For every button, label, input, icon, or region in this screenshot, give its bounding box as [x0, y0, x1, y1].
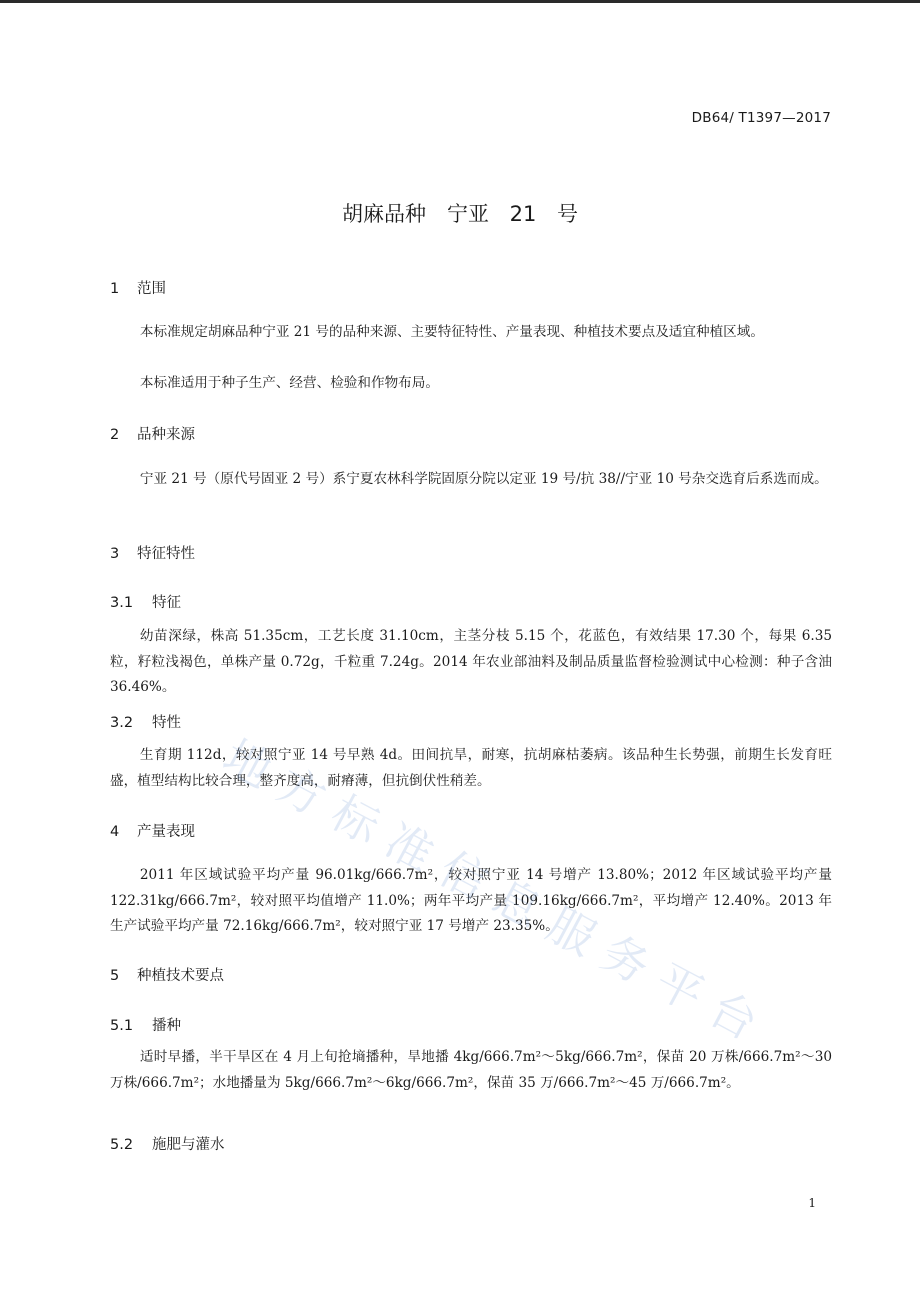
section-number: 3.2 [110, 715, 134, 731]
section-title: 范围 [137, 281, 166, 297]
section-title: 施肥与灌水 [152, 1137, 225, 1153]
section-number: 1 [110, 281, 120, 297]
document-title: 胡麻品种 宁亚 21 号 [341, 202, 579, 226]
section-number: 5.2 [110, 1137, 134, 1153]
section-5-2-heading [110, 1133, 225, 1154]
watermark-char: 标 [322, 785, 389, 855]
section-1-heading [110, 277, 166, 298]
watermark-char: 务 [592, 925, 659, 995]
section-title: 播种 [152, 1018, 181, 1034]
section-2-heading [110, 423, 195, 444]
section-1-paragraph-2: 本标准适用于种子生产、经营、检验和作物布局。 [139, 375, 439, 391]
watermark-char: 服 [538, 897, 605, 967]
document-code: DB64/ T1397—2017 [691, 110, 831, 126]
watermark-char: 地 [214, 729, 281, 799]
watermark-char: 息 [484, 869, 551, 939]
section-5-heading [110, 964, 224, 985]
section-title: 品种来源 [137, 427, 195, 443]
watermark-char: 准 [376, 813, 443, 883]
section-2-paragraph-1: 宁亚 21 号（原代号固亚 2 号）系宁夏农林科学院固原分院以定亚 19 号/抗 38//宁亚 10 号杂交选育后系选而成。 [139, 471, 828, 487]
section-3-heading [110, 542, 195, 563]
section-title: 特性 [152, 715, 181, 731]
section-4-paragraph-1: 2011 年区域试验平均产量 96.01kg/666.7m²，较对照宁亚 14 号增产 13.80%；2012 年区域试验平均产量 122.31kg/666.7m²，较对照平均值增产 11.0%；两年平均产量 109.16kg/666.7m²，平均增产 12.40%。2013 年生产试验平均产量 72.16kg/666.7m²，较对照宁亚 17 号增产 23.35%。 [110, 867, 832, 934]
section-3-1-heading [110, 591, 181, 612]
section-4-heading [110, 820, 195, 841]
section-number: 3 [110, 546, 120, 562]
watermark-char: 台 [700, 981, 767, 1051]
page-number: 1 [808, 1196, 816, 1210]
section-3-1-paragraph-1: 幼苗深绿，株高 51.35cm，工艺长度 31.10cm，主茎分枝 5.15 个，花蓝色，有效结果 17.30 个，每果 6.35 粒，籽粒浅褐色，单株产量 0.72g，千粒重 7.24g。2014 年农业部油料及制品质量监督检验测试中心检测：种子含油 36.46%。 [110, 628, 832, 695]
section-title: 种植技术要点 [137, 968, 224, 984]
section-1-paragraph-1: 本标准规定胡麻品种宁亚 21 号的品种来源、主要特征特性、产量表现、种植技术要点及适宜种植区域。 [139, 324, 764, 340]
section-number: 5.1 [110, 1018, 134, 1034]
section-title: 特征 [152, 595, 181, 611]
section-5-1-paragraph-1: 适时早播，半干旱区在 4 月上旬抢墒播种，旱地播 4kg/666.7m²～5kg/666.7m²，保苗 20 万株/666.7m²～30 万株/666.7m²；水地播量为 5kg/666.7m²～6kg/666.7m²，保苗 35 万/666.7m²～45 万/666.7m²。 [110, 1049, 832, 1091]
section-3-2-paragraph-1: 生育期 112d，较对照宁亚 14 号早熟 4d。田间抗旱，耐寒，抗胡麻枯萎病。该品种生长势强，前期生长发育旺盛，植型结构比较合理，整齐度高，耐瘠薄，但抗倒伏性稍差。 [110, 747, 832, 789]
watermark-char: 平 [646, 953, 713, 1023]
top-border-line [0, 0, 920, 3]
section-number: 3.1 [110, 595, 134, 611]
section-number: 2 [110, 427, 120, 443]
section-3-2-heading [110, 711, 181, 732]
watermark-char: 信 [430, 841, 497, 911]
section-title: 产量表现 [137, 824, 195, 840]
section-number: 5 [110, 968, 120, 984]
section-title: 特征特性 [137, 546, 195, 562]
section-number: 4 [110, 824, 120, 840]
section-5-1-heading [110, 1014, 181, 1035]
watermark-char: 方 [268, 757, 335, 827]
